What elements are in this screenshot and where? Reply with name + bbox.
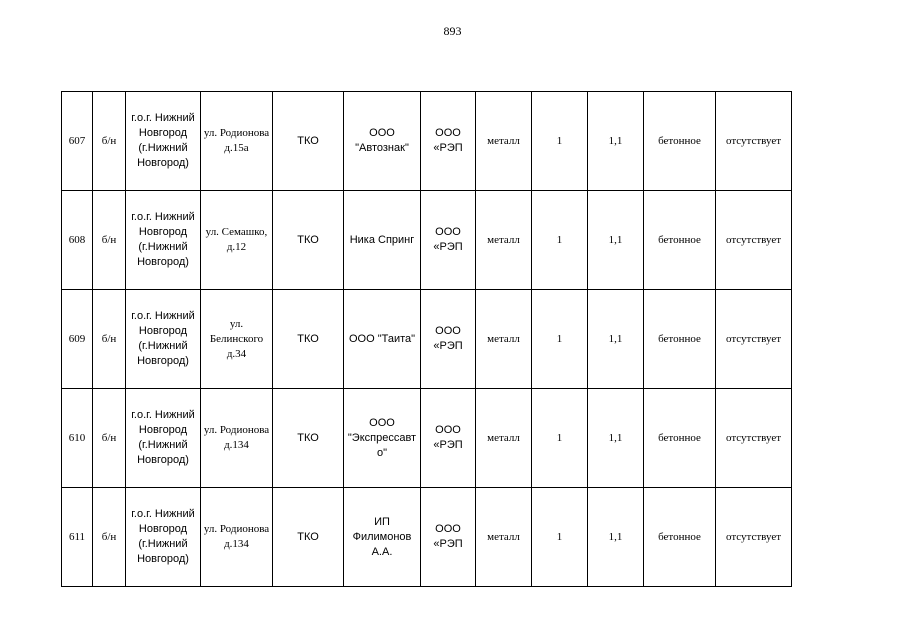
cell-surface: бетонное [644,389,716,488]
cell-address: ул. Родионова д.134 [201,488,273,587]
cell-fence: отсутствует [716,488,792,587]
cell-container-material: металл [476,191,532,290]
cell-address: ул. Семашко, д.12 [201,191,273,290]
table-row [62,389,792,488]
cell-number: 608 [62,191,93,290]
table-row [62,92,792,191]
page-number: 893 [443,24,462,38]
cell-operator: ООО «РЭП [421,92,476,191]
cell-fence: отсутствует [716,191,792,290]
cell-container-volume: 1,1 [588,191,644,290]
cell-container-material: металл [476,92,532,191]
cell-owner: Ника Спринг [344,191,421,290]
cell-number: 611 [62,488,93,587]
cell-locality: г.о.г. Нижний Новгород (г.Нижний Новгород) [126,389,201,488]
cell-operator: ООО «РЭП [421,290,476,389]
cell-waste-type: ТКО [273,92,344,191]
cell-waste-type: ТКО [273,488,344,587]
cell-surface: бетонное [644,92,716,191]
cell-address: ул. Родионова д.15а [201,92,273,191]
cell-container-count: 1 [532,191,588,290]
registry-table [61,91,792,587]
cell-container-material: металл [476,290,532,389]
cell-container-count: 1 [532,488,588,587]
cell-registry-number: б/н [93,191,126,290]
cell-fence: отсутствует [716,290,792,389]
cell-locality: г.о.г. Нижний Новгород (г.Нижний Новгород) [126,290,201,389]
cell-registry-number: б/н [93,290,126,389]
cell-registry-number: б/н [93,92,126,191]
cell-operator: ООО «РЭП [421,389,476,488]
cell-container-material: металл [476,488,532,587]
cell-container-volume: 1,1 [588,92,644,191]
table-row [62,191,792,290]
cell-number: 607 [62,92,93,191]
cell-waste-type: ТКО [273,191,344,290]
cell-registry-number: б/н [93,488,126,587]
cell-container-count: 1 [532,92,588,191]
cell-address: ул. Белинского д.34 [201,290,273,389]
cell-container-count: 1 [532,389,588,488]
cell-locality: г.о.г. Нижний Новгород (г.Нижний Новгород) [126,488,201,587]
cell-owner: ИП Филимонов А.А. [344,488,421,587]
cell-owner: ООО "Экспрессавто" [344,389,421,488]
cell-surface: бетонное [644,488,716,587]
cell-owner: ООО "Автознак" [344,92,421,191]
cell-container-volume: 1,1 [588,488,644,587]
cell-locality: г.о.г. Нижний Новгород (г.Нижний Новгород) [126,92,201,191]
cell-fence: отсутствует [716,389,792,488]
cell-container-volume: 1,1 [588,389,644,488]
cell-waste-type: ТКО [273,290,344,389]
cell-container-material: металл [476,389,532,488]
cell-container-count: 1 [532,290,588,389]
cell-container-volume: 1,1 [588,290,644,389]
cell-number: 610 [62,389,93,488]
cell-waste-type: ТКО [273,389,344,488]
cell-fence: отсутствует [716,92,792,191]
cell-registry-number: б/н [93,389,126,488]
table-row [62,488,792,587]
cell-operator: ООО «РЭП [421,488,476,587]
cell-operator: ООО «РЭП [421,191,476,290]
cell-surface: бетонное [644,191,716,290]
cell-surface: бетонное [644,290,716,389]
cell-locality: г.о.г. Нижний Новгород (г.Нижний Новгород) [126,191,201,290]
cell-number: 609 [62,290,93,389]
table-row [62,290,792,389]
cell-owner: ООО "Таита" [344,290,421,389]
cell-address: ул. Родионова д.134 [201,389,273,488]
